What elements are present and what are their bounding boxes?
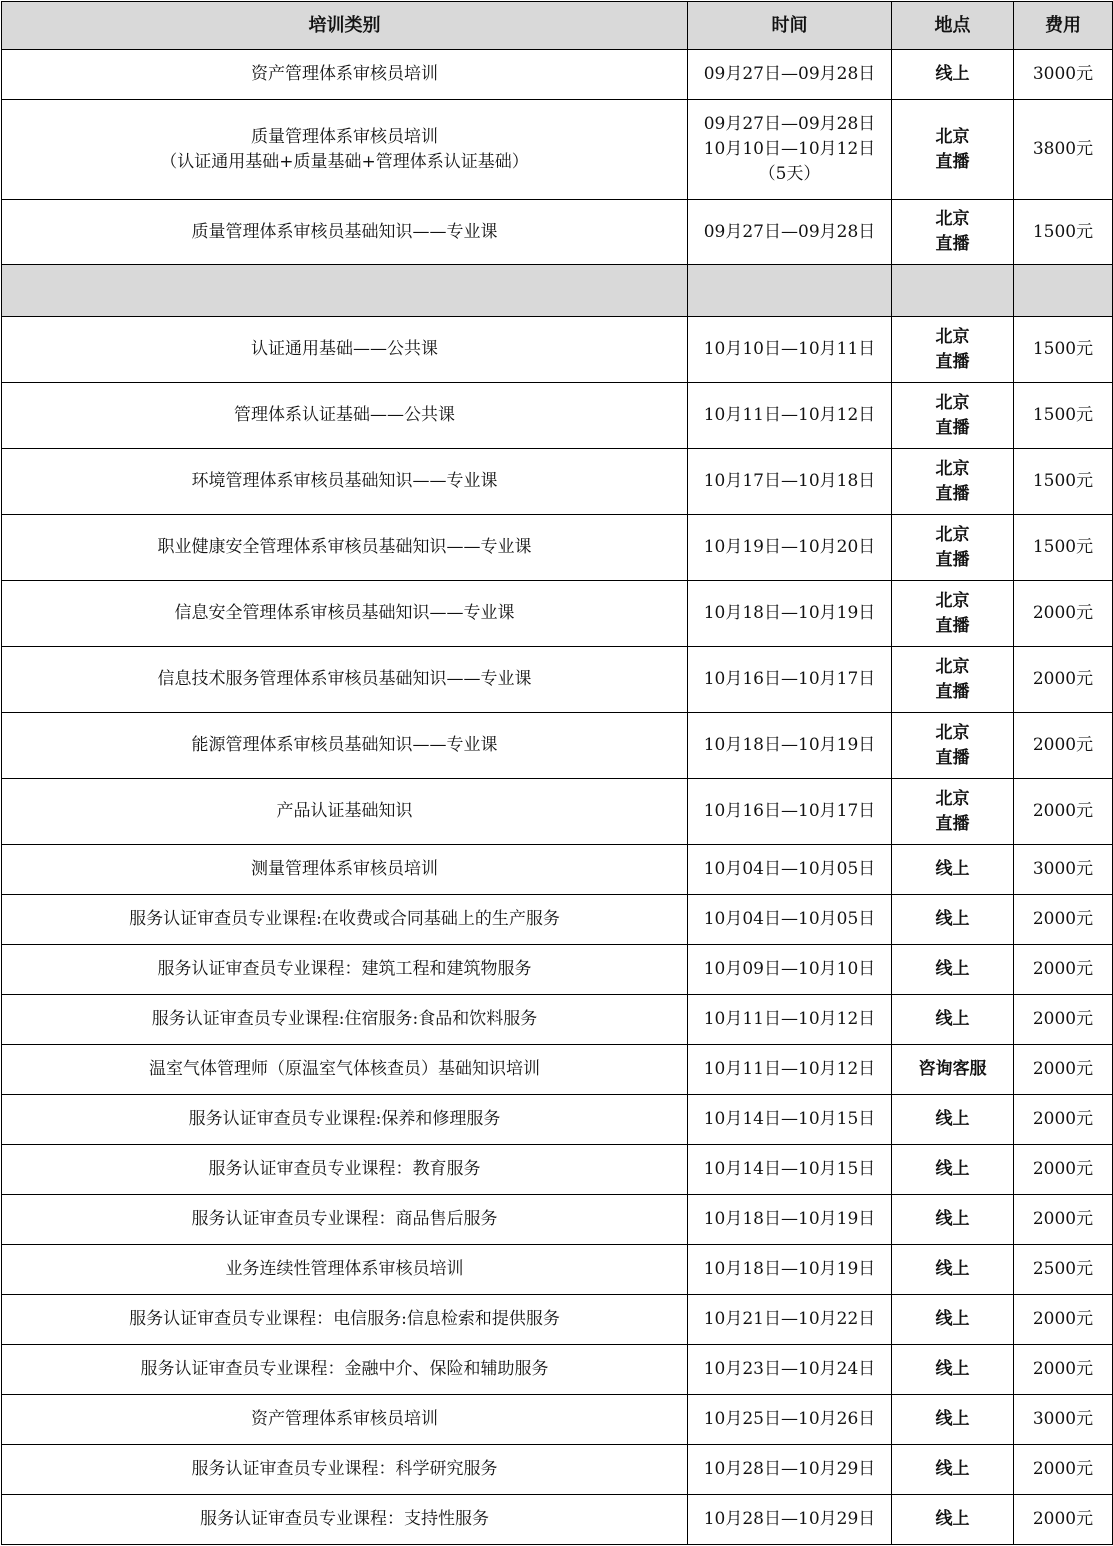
- time-cell-line: 10月18日—10月19日: [703, 603, 876, 623]
- location-cell: [892, 449, 1014, 515]
- location-cell-line: 北京: [935, 209, 970, 229]
- course-cell-line: 服务认证审查员专业课程：科学研究服务: [191, 1459, 498, 1479]
- course-cell-line: 能源管理体系审核员基础知识——专业课: [191, 735, 498, 755]
- time-cell-line: 10月17日—10月18日: [703, 471, 876, 491]
- fee-cell: 1500元: [1014, 383, 1113, 449]
- course-cell: [2, 1245, 688, 1295]
- time-cell: [688, 1445, 892, 1495]
- location-cell: [892, 1395, 1014, 1445]
- location-cell-line: 直播: [935, 151, 970, 172]
- fee-cell: 2000元: [1014, 895, 1113, 945]
- fee-cell: 3000元: [1014, 1395, 1113, 1445]
- fee-cell: 1500元: [1014, 449, 1113, 515]
- fee-cell: 2000元: [1014, 581, 1113, 647]
- location-cell-line: 线上: [935, 1509, 970, 1529]
- course-cell-line: 业务连续性管理体系审核员培训: [225, 1259, 464, 1279]
- course-cell: [2, 779, 688, 845]
- location-cell-line: 线上: [935, 1109, 970, 1129]
- time-cell-line: 10月28日—10月29日: [703, 1459, 876, 1479]
- time-cell-line: 10月18日—10月19日: [703, 1259, 876, 1279]
- course-cell-line: 资产管理体系审核员培训: [251, 1409, 438, 1429]
- location-cell: [892, 200, 1014, 265]
- course-cell: [2, 713, 688, 779]
- location-cell-line: 线上: [935, 1359, 970, 1379]
- time-cell-line: 10月25日—10月26日: [703, 1409, 876, 1429]
- location-cell: [892, 1245, 1014, 1295]
- time-cell: [688, 50, 892, 100]
- location-cell-line: 直播: [935, 417, 970, 438]
- table-row: [2, 895, 1113, 945]
- location-cell-line: 直播: [935, 351, 970, 372]
- time-cell: [688, 449, 892, 515]
- location-cell-line: 北京: [935, 392, 970, 413]
- location-cell: [892, 1145, 1014, 1195]
- time-cell-line: 10月11日—10月12日: [703, 405, 876, 425]
- fee-cell: 3800元: [1014, 100, 1113, 200]
- fee-cell: 3000元: [1014, 50, 1113, 100]
- time-cell: [688, 647, 892, 713]
- location-cell: [892, 1195, 1014, 1245]
- course-cell-line: 测量管理体系审核员培训: [251, 859, 438, 879]
- separator-cell: [892, 265, 1014, 317]
- fee-cell: 2000元: [1014, 995, 1113, 1045]
- time-cell-line: 10月14日—10月15日: [703, 1159, 876, 1179]
- table-row: [2, 713, 1113, 779]
- course-cell: [2, 581, 688, 647]
- time-cell: [688, 1045, 892, 1095]
- fee-cell: 1500元: [1014, 515, 1113, 581]
- time-cell: [688, 945, 892, 995]
- course-cell-line: 管理体系认证基础——公共课: [234, 405, 455, 425]
- fee-cell: 3000元: [1014, 845, 1113, 895]
- separator-row: [2, 265, 1113, 317]
- table-row: [2, 995, 1113, 1045]
- time-cell-line: 10月28日—10月29日: [703, 1509, 876, 1529]
- location-cell-line: 直播: [935, 747, 970, 768]
- time-cell: [688, 1345, 892, 1395]
- location-cell: [892, 995, 1014, 1045]
- table-row: [2, 647, 1113, 713]
- course-cell-line: 信息技术服务管理体系审核员基础知识——专业课: [157, 669, 532, 689]
- location-cell-line: 线上: [935, 64, 970, 84]
- location-cell: [892, 647, 1014, 713]
- table-row: [2, 200, 1113, 265]
- time-cell: [688, 779, 892, 845]
- course-cell-line: 质量管理体系审核员培训: [251, 126, 438, 147]
- location-cell-line: 直播: [935, 681, 970, 702]
- location-cell-line: 直播: [935, 549, 970, 570]
- location-cell: [892, 895, 1014, 945]
- course-cell: [2, 647, 688, 713]
- course-cell: [2, 1345, 688, 1395]
- fee-cell: 2000元: [1014, 1195, 1113, 1245]
- time-cell: [688, 1245, 892, 1295]
- course-cell: [2, 383, 688, 449]
- time-cell-line: 10月16日—10月17日: [703, 801, 876, 821]
- time-cell: [688, 1145, 892, 1195]
- time-cell: [688, 845, 892, 895]
- time-cell-line: 09月27日—09月28日: [703, 221, 876, 242]
- course-cell: [2, 1445, 688, 1495]
- course-cell: [2, 1145, 688, 1195]
- time-cell: [688, 1195, 892, 1245]
- separator-cell: [688, 265, 892, 317]
- course-cell: [2, 945, 688, 995]
- fee-cell: 2500元: [1014, 1245, 1113, 1295]
- table-row: [2, 50, 1113, 100]
- course-cell-line: 职业健康安全管理体系审核员基础知识——专业课: [157, 537, 532, 557]
- location-cell-line: 线上: [935, 959, 970, 979]
- course-cell: [2, 200, 688, 265]
- time-cell-line: 09月27日—09月28日: [703, 64, 876, 84]
- location-cell: [892, 100, 1014, 200]
- course-cell: [2, 1045, 688, 1095]
- header-course: 培训类别: [2, 2, 688, 50]
- course-cell-line: 服务认证审查员专业课程：金融中介、保险和辅助服务: [140, 1359, 549, 1379]
- location-cell-line: 北京: [935, 126, 970, 147]
- fee-cell: 2000元: [1014, 1345, 1113, 1395]
- location-cell-line: 北京: [935, 590, 970, 611]
- table-row: [2, 383, 1113, 449]
- fee-cell: 2000元: [1014, 1045, 1113, 1095]
- location-cell-line: 北京: [935, 722, 970, 743]
- table-row: [2, 1295, 1113, 1345]
- location-cell: [892, 845, 1014, 895]
- location-cell: [892, 581, 1014, 647]
- location-cell-line: 北京: [935, 458, 970, 479]
- fee-cell: 2000元: [1014, 1145, 1113, 1195]
- location-cell-line: 线上: [935, 1159, 970, 1179]
- time-cell: [688, 1095, 892, 1145]
- location-cell-line: 线上: [935, 859, 970, 879]
- course-cell: [2, 449, 688, 515]
- location-cell-line: 直播: [935, 234, 970, 254]
- table-row: [2, 1345, 1113, 1395]
- time-cell: [688, 100, 892, 200]
- time-cell: [688, 200, 892, 265]
- time-cell: [688, 1495, 892, 1545]
- location-cell: [892, 383, 1014, 449]
- time-cell-line: 10月04日—10月05日: [703, 859, 876, 879]
- time-cell-line: （5天）: [758, 164, 821, 184]
- location-cell-line: 线上: [935, 1409, 970, 1429]
- course-cell: [2, 515, 688, 581]
- location-cell-line: 线上: [935, 1009, 970, 1029]
- time-cell-line: 10月18日—10月19日: [703, 735, 876, 755]
- time-cell: [688, 317, 892, 383]
- location-cell-line: 线上: [935, 1309, 970, 1329]
- course-cell: [2, 895, 688, 945]
- location-cell: [892, 50, 1014, 100]
- course-cell: [2, 1495, 688, 1545]
- location-cell-line: 北京: [935, 656, 970, 677]
- time-cell: [688, 515, 892, 581]
- fee-cell: 2000元: [1014, 1095, 1113, 1145]
- header-location: 地点: [892, 2, 1014, 50]
- time-cell-line: 09月27日—09月28日: [703, 114, 876, 134]
- fee-cell: 2000元: [1014, 713, 1113, 779]
- header-fee: 费用: [1014, 2, 1113, 50]
- table-row: [2, 1145, 1113, 1195]
- course-cell-line: 服务认证审查员专业课程：建筑工程和建筑物服务: [157, 959, 532, 979]
- table-row: [2, 581, 1113, 647]
- location-cell-line: 直播: [935, 615, 970, 636]
- time-cell: [688, 383, 892, 449]
- location-cell: [892, 1345, 1014, 1395]
- time-cell: [688, 713, 892, 779]
- location-cell: [892, 1445, 1014, 1495]
- course-cell-line: 服务认证审查员专业课程：商品售后服务: [191, 1209, 498, 1229]
- time-cell-line: 10月18日—10月19日: [703, 1209, 876, 1229]
- fee-cell: 2000元: [1014, 779, 1113, 845]
- course-cell: [2, 50, 688, 100]
- time-cell: [688, 1395, 892, 1445]
- course-cell-line: 服务认证审查员专业课程:在收费或合同基础上的生产服务: [129, 909, 560, 929]
- course-cell: [2, 1195, 688, 1245]
- table-row: [2, 1045, 1113, 1095]
- fee-cell: 1500元: [1014, 200, 1113, 265]
- location-cell-line: 北京: [935, 524, 970, 545]
- location-cell: [892, 1095, 1014, 1145]
- training-schedule-table: [1, 1, 1113, 1545]
- location-cell-line: 直播: [935, 813, 970, 834]
- course-cell-line: 服务认证审查员专业课程：电信服务:信息检索和提供服务: [129, 1309, 560, 1329]
- time-cell: [688, 581, 892, 647]
- time-cell-line: 10月19日—10月20日: [703, 537, 876, 557]
- time-cell: [688, 995, 892, 1045]
- course-cell: [2, 1095, 688, 1145]
- header-row: [2, 2, 1113, 50]
- time-cell-line: 10月10日—10月12日: [703, 139, 876, 159]
- course-cell-line: 服务认证审查员专业课程：教育服务: [208, 1159, 481, 1179]
- time-cell-line: 10月23日—10月24日: [703, 1359, 876, 1379]
- table-row: [2, 100, 1113, 200]
- location-cell: [892, 945, 1014, 995]
- time-cell-line: 10月09日—10月10日: [703, 959, 876, 979]
- location-cell-line: 线上: [935, 1209, 970, 1229]
- location-cell-line: 咨询客服: [918, 1059, 987, 1079]
- course-cell: [2, 845, 688, 895]
- fee-cell: 1500元: [1014, 317, 1113, 383]
- time-cell-line: 10月16日—10月17日: [703, 669, 876, 689]
- course-cell-line: （认证通用基础+质量基础+管理体系认证基础）: [160, 151, 529, 172]
- course-cell-line: 服务认证审查员专业课程:保养和修理服务: [188, 1109, 501, 1129]
- time-cell-line: 10月11日—10月12日: [703, 1009, 876, 1029]
- location-cell-line: 线上: [935, 909, 970, 929]
- location-cell: [892, 317, 1014, 383]
- location-cell-line: 北京: [935, 326, 970, 347]
- table-row: [2, 449, 1113, 515]
- course-cell-line: 温室气体管理师（原温室气体核查员）基础知识培训: [149, 1059, 540, 1079]
- course-cell: [2, 317, 688, 383]
- time-cell: [688, 1295, 892, 1345]
- time-cell-line: 10月10日—10月11日: [703, 339, 876, 359]
- table-row: [2, 1395, 1113, 1445]
- time-cell: [688, 895, 892, 945]
- table-row: [2, 1195, 1113, 1245]
- course-cell: [2, 1395, 688, 1445]
- fee-cell: 2000元: [1014, 1295, 1113, 1345]
- location-cell: [892, 1295, 1014, 1345]
- course-cell: [2, 995, 688, 1045]
- fee-cell: 2000元: [1014, 945, 1113, 995]
- course-cell-line: 认证通用基础——公共课: [251, 339, 438, 359]
- location-cell-line: 线上: [935, 1259, 970, 1279]
- separator-cell: [2, 265, 688, 317]
- course-cell-line: 环境管理体系审核员基础知识——专业课: [191, 471, 498, 491]
- location-cell-line: 线上: [935, 1459, 970, 1479]
- table-row: [2, 1095, 1113, 1145]
- location-cell: [892, 515, 1014, 581]
- header-time: 时间: [688, 2, 892, 50]
- fee-cell: 2000元: [1014, 1445, 1113, 1495]
- time-cell-line: 10月21日—10月22日: [703, 1309, 876, 1329]
- table-row: [2, 779, 1113, 845]
- course-cell-line: 质量管理体系审核员基础知识——专业课: [191, 221, 498, 242]
- time-cell-line: 10月14日—10月15日: [703, 1109, 876, 1129]
- course-cell-line: 服务认证审查员专业课程：支持性服务: [200, 1509, 489, 1529]
- table-row: [2, 1495, 1113, 1545]
- table-row: [2, 945, 1113, 995]
- course-cell: [2, 1295, 688, 1345]
- location-cell: [892, 779, 1014, 845]
- course-cell: [2, 100, 688, 200]
- location-cell: [892, 1045, 1014, 1095]
- table-row: [2, 845, 1113, 895]
- location-cell: [892, 1495, 1014, 1545]
- course-cell-line: 服务认证审查员专业课程:住宿服务:食品和饮料服务: [151, 1009, 538, 1029]
- course-cell-line: 产品认证基础知识: [276, 801, 413, 821]
- location-cell-line: 北京: [935, 788, 970, 809]
- separator-cell: [1014, 265, 1113, 317]
- table-row: [2, 317, 1113, 383]
- location-cell-line: 直播: [935, 483, 970, 504]
- fee-cell: 2000元: [1014, 647, 1113, 713]
- time-cell-line: 10月11日—10月12日: [703, 1059, 876, 1079]
- location-cell: [892, 713, 1014, 779]
- table-row: [2, 1245, 1113, 1295]
- schedule-body: [2, 50, 1113, 1545]
- table-row: [2, 515, 1113, 581]
- course-cell-line: 资产管理体系审核员培训: [251, 64, 438, 84]
- table-row: [2, 1445, 1113, 1495]
- fee-cell: 2000元: [1014, 1495, 1113, 1545]
- time-cell-line: 10月04日—10月05日: [703, 909, 876, 929]
- course-cell-line: 信息安全管理体系审核员基础知识——专业课: [174, 603, 515, 623]
